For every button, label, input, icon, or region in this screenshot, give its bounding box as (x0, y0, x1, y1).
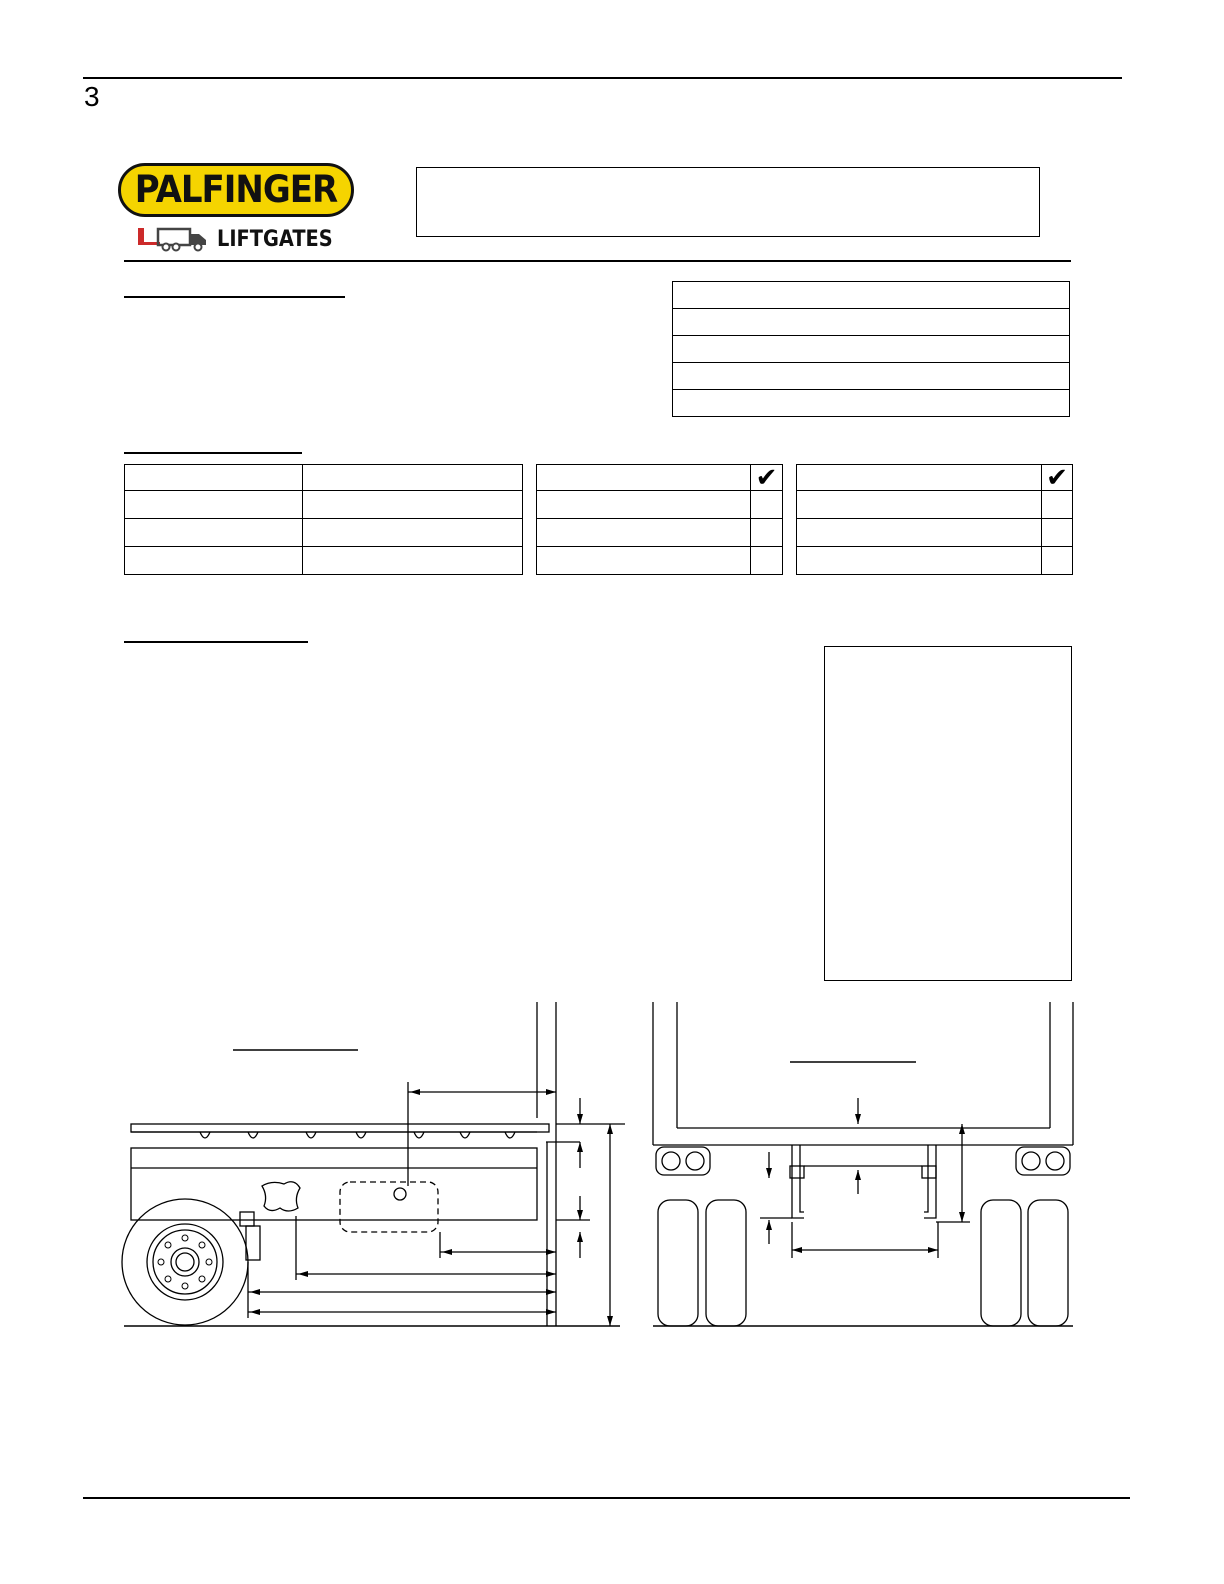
footer-rule (83, 1497, 1130, 1499)
check-mark-icon: ✔ (751, 465, 783, 491)
logo-subtitle: LIFTGATES (217, 227, 333, 252)
page-number: 3 (84, 81, 100, 112)
check-mark-icon: ✔ (1042, 465, 1073, 491)
logo-brand-text: PALFINGER (134, 168, 338, 212)
